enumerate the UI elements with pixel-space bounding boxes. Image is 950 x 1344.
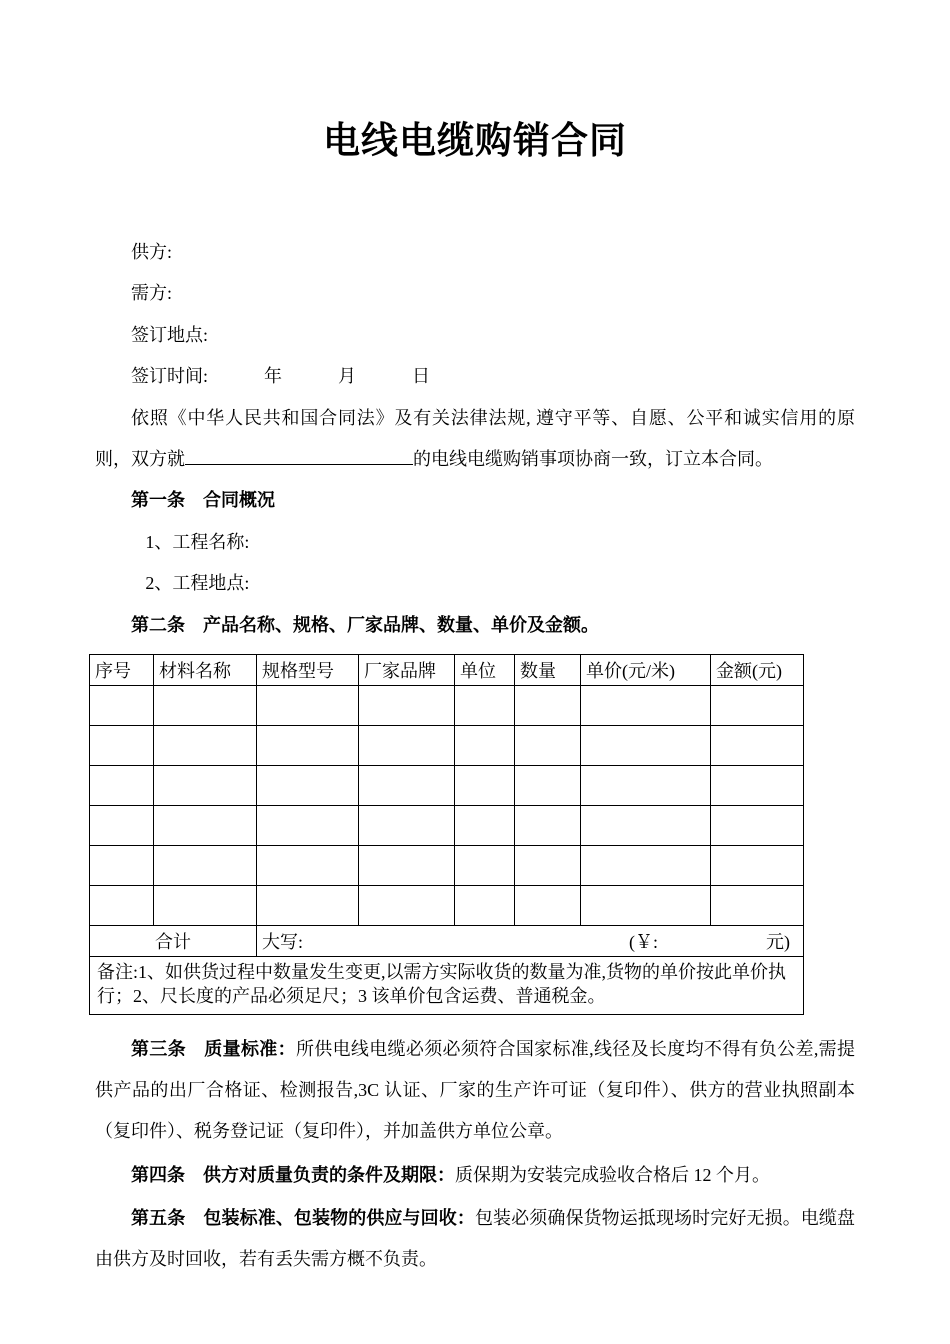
table-cell [154, 725, 257, 765]
table-cell [455, 845, 515, 885]
table-cell [154, 845, 257, 885]
table-cell [581, 765, 711, 805]
table-cell [90, 885, 154, 925]
intro-paragraph [95, 398, 855, 481]
article2-heading: 第二条 产品名称、规格、厂家品牌、数量、单价及金额。 [131, 614, 599, 635]
total-label: 合计 [90, 925, 257, 956]
table-cell [515, 685, 581, 725]
table-cell [257, 845, 359, 885]
col-header-unit-price: 单价(元/米) [581, 654, 711, 685]
table-cell [515, 845, 581, 885]
table-cell [359, 685, 455, 725]
table-cell [359, 725, 455, 765]
sign-place-label: 签订地点: [131, 324, 209, 345]
table-cell [154, 685, 257, 725]
product-table-empty-rows [90, 685, 804, 925]
article5-body: 包装必须确保货物运抵现场时完好无损。电缆盘由供方及时回收，若有丢失需方概不负责。 [95, 1208, 856, 1270]
table-row [90, 685, 804, 725]
table-note: 备注:1、如供货过程中数量发生变更,以需方实际收货的数量为准,货物的单价按此单价执行；2、尺长度的产品必须足尺；3 该单价包含运费、普通税金。 [90, 956, 804, 1014]
year-label: 年 [264, 366, 283, 387]
field-buyer [131, 273, 855, 314]
table-cell [90, 805, 154, 845]
field-sign-place [131, 315, 855, 356]
article1-item2: 2、工程地点: [145, 573, 250, 594]
table-cell [455, 685, 515, 725]
table-row [90, 885, 804, 925]
table-cell [154, 805, 257, 845]
article4-heading: 第四条 供方对质量负责的条件及期限： [131, 1164, 455, 1185]
table-cell [90, 725, 154, 765]
table-cell [581, 845, 711, 885]
table-cell [359, 845, 455, 885]
page-title: 电线电缆购销合同 [323, 121, 627, 162]
sign-time-label: 签订时间: [131, 366, 209, 387]
total-daxie-label: 大写: [262, 931, 304, 952]
product-table-footer [90, 925, 804, 1014]
col-header-unit: 单位 [455, 654, 515, 685]
note-row [90, 956, 804, 1014]
table-cell [455, 805, 515, 845]
month-label: 月 [338, 366, 357, 387]
table-cell [455, 885, 515, 925]
header-row [90, 654, 804, 685]
col-header-index: 序号 [90, 654, 154, 685]
fill-in-blank [185, 462, 413, 465]
table-cell [257, 765, 359, 805]
col-header-amount: 金额(元) [711, 654, 804, 685]
table-cell [90, 765, 154, 805]
buyer-label: 需方: [131, 283, 173, 304]
table-cell [711, 765, 804, 805]
col-header-qty: 数量 [515, 654, 581, 685]
col-header-material: 材料名称 [154, 654, 257, 685]
article3-heading: 第三条 质量标准： [131, 1038, 296, 1059]
table-cell [581, 885, 711, 925]
article3-body: 所供电线电缆必须必须符合国家标准,线径及长度均不得有负公差,需提供产品的出厂合格证、检测报告,3C 认证、厂家的生产许可证（复印件）、供方的营业执照副本（复印件）、税务登记证（复印件），并加盖供方单位公章。 [95, 1038, 856, 1142]
total-value-cell [257, 925, 804, 956]
table-cell [455, 725, 515, 765]
article1-heading: 第一条 合同概况 [131, 490, 275, 511]
supplier-label: 供方: [131, 242, 173, 262]
table-cell [581, 805, 711, 845]
table-cell [581, 725, 711, 765]
table-cell [154, 765, 257, 805]
total-row [90, 925, 804, 956]
table-row [90, 805, 804, 845]
table-cell [711, 805, 804, 845]
table-cell [455, 765, 515, 805]
table-row [90, 765, 804, 805]
table-cell [515, 885, 581, 925]
article5-paragraph [95, 1198, 855, 1281]
intro-text-before: 依照《中华人民共和国合同法》及有关法律法规, 遵守平等、自愿、公平和诚实信用的原则，双方就 [95, 407, 855, 469]
table-cell [581, 685, 711, 725]
article4-paragraph [95, 1155, 855, 1196]
product-table [89, 654, 804, 1015]
article3-paragraph [95, 1029, 855, 1153]
table-row [90, 725, 804, 765]
table-cell [711, 885, 804, 925]
table-cell [90, 685, 154, 725]
table-cell [257, 685, 359, 725]
col-header-brand: 厂家品牌 [359, 654, 455, 685]
table-cell [359, 765, 455, 805]
table-cell [711, 845, 804, 885]
article4-body: 质保期为安装完成验收合格后 12 个月。 [455, 1164, 770, 1185]
field-sign-time [131, 356, 855, 397]
field-supplier [131, 232, 855, 273]
table-cell [515, 765, 581, 805]
intro-text-after: 的电线电缆购销事项协商一致，订立本合同。 [413, 448, 773, 469]
article5-heading: 第五条 包装标准、包装物的供应与回收： [131, 1208, 475, 1229]
table-cell [515, 805, 581, 845]
day-label: 日 [412, 366, 431, 387]
table-cell [515, 725, 581, 765]
table-cell [359, 805, 455, 845]
total-amount: (￥: 元) [629, 931, 790, 952]
table-cell [257, 805, 359, 845]
table-cell [711, 685, 804, 725]
table-cell [359, 885, 455, 925]
table-cell [257, 725, 359, 765]
col-header-spec: 规格型号 [257, 654, 359, 685]
table-cell [257, 885, 359, 925]
table-cell [711, 725, 804, 765]
table-cell [90, 845, 154, 885]
product-table-header [90, 654, 804, 685]
article1-item1: 1、工程名称: [145, 531, 250, 552]
table-cell [154, 885, 257, 925]
table-row [90, 845, 804, 885]
